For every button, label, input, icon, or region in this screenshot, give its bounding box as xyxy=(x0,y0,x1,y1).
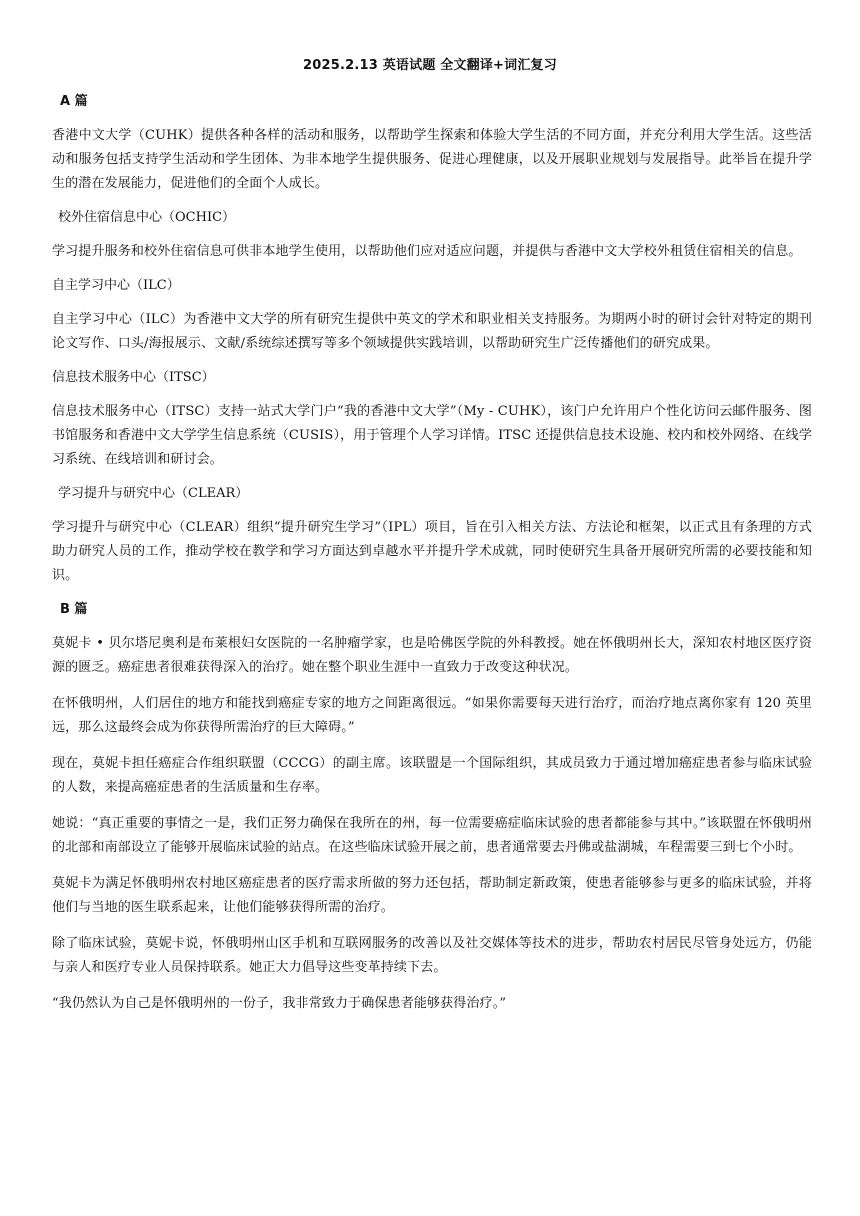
section-b-paragraph: 现在，莫妮卡担任癌症合作组织联盟（CCCG）的副主席。该联盟是一个国际组织，其成员致力于通过增加癌症患者参与临床试验的人数，来提高癌症患者的生活质量和生存率。 xyxy=(52,756,812,795)
section-b-label: B 篇 xyxy=(60,602,88,617)
section-a-body-ochic: 学习提升服务和校外住宿信息可供非本地学生使用，以帮助他们应对适应问题，并提供与香港中文大学校外租赁住宿相关的信息。 xyxy=(52,244,802,259)
section-a-body-ilc: 自主学习中心（ILC）为香港中文大学的所有研究生提供中英文的学术和职业相关支持服务。为期两小时的研讨会针对特定的期刊论文写作、口头/海报展示、文献/系统综述撰写等多个领域提供实践培训，以帮助研究生广泛传播他们的研究成果。 xyxy=(52,312,812,351)
section-b-paragraph: 莫妮卡为满足怀俄明州农村地区癌症患者的医疗需求所做的努力还包括，帮助制定新政策，使患者能够参与更多的临床试验，并将他们与当地的医生联系起来，让他们能够获得所需的治疗。 xyxy=(52,876,812,915)
document-title: 2025.2.13 英语试题 全文翻译+词汇复习 xyxy=(303,58,557,73)
section-a-body-itsc: 信息技术服务中心（ITSC）支持一站式大学门户“我的香港中文大学”（My - CUHK），该门户允许用户个性化访问云邮件服务、图书馆服务和香港中文大学学生信息系统（CUSIS），用于管理个人学习详情。ITSC 还提供信息技术设施、校内和校外网络、在线学习系统、在线培训和研讨会。 xyxy=(52,404,812,467)
document-body xyxy=(52,92,812,1028)
section-b-paragraph: 除了临床试验，莫妮卡说，怀俄明州山区手机和互联网服务的改善以及社交媒体等技术的进步，帮助农村居民尽管身处远方，仍能与亲人和医疗专业人员保持联系。她正大力倡导这些变革持续下去。 xyxy=(52,936,812,975)
section-b-paragraph: 在怀俄明州，人们居住的地方和能找到癌症专家的地方之间距离很远。“如果你需要每天进行治疗，而治疗地点离你家有 120 英里远，那么这最终会成为你获得所需治疗的巨大障碍。” xyxy=(52,696,812,735)
section-a-heading-itsc: 信息技术服务中心（ITSC） xyxy=(52,370,215,385)
section-b-paragraph: 莫妮卡 • 贝尔塔尼奥利是布莱根妇女医院的一名肿瘤学家，也是哈佛医学院的外科教授。她在怀俄明州长大，深知农村地区医疗资源的匮乏。癌症患者很难获得深入的治疗。她在整个职业生涯中一直致力于改变这种状况。 xyxy=(52,636,812,675)
section-a-heading-ochic: 校外住宿信息中心（OCHIC） xyxy=(58,210,236,225)
section-a-intro: 香港中文大学（CUHK）提供各种各样的活动和服务，以帮助学生探索和体验大学生活的不同方面，并充分利用大学生活。这些活动和服务包括支持学生活动和学生团体、为非本地学生提供服务、促进心理健康，以及开展职业规划与发展指导。此举旨在提升学生的潜在发展能力，促进他们的全面个人成长。 xyxy=(52,128,812,191)
section-a-heading-clear: 学习提升与研究中心（CLEAR） xyxy=(58,486,249,501)
section-b-paragraph: 她说：“真正重要的事情之一是，我们正努力确保在我所在的州，每一位需要癌症临床试验的患者都能参与其中。”该联盟在怀俄明州的北部和南部设立了能够开展临床试验的站点。在这些临床试验开展之前，患者通常要去丹佛或盐湖城，车程需要三到七个小时。 xyxy=(52,816,812,855)
section-a-heading-ilc: 自主学习中心（ILC） xyxy=(52,278,180,293)
section-a-body-clear: 学习提升与研究中心（CLEAR）组织“提升研究生学习”（IPL）项目，旨在引入相关方法、方法论和框架，以正式且有条理的方式助力研究人员的工作，推动学校在教学和学习方面达到卓越水平并提升学术成就，同时使研究生具备开展研究所需的必要技能和知识。 xyxy=(52,520,812,583)
section-b-quote: “我仍然认为自己是怀俄明州的一份子，我非常致力于确保患者能够获得治疗。” xyxy=(52,996,507,1011)
section-a-label: A 篇 xyxy=(60,94,88,109)
